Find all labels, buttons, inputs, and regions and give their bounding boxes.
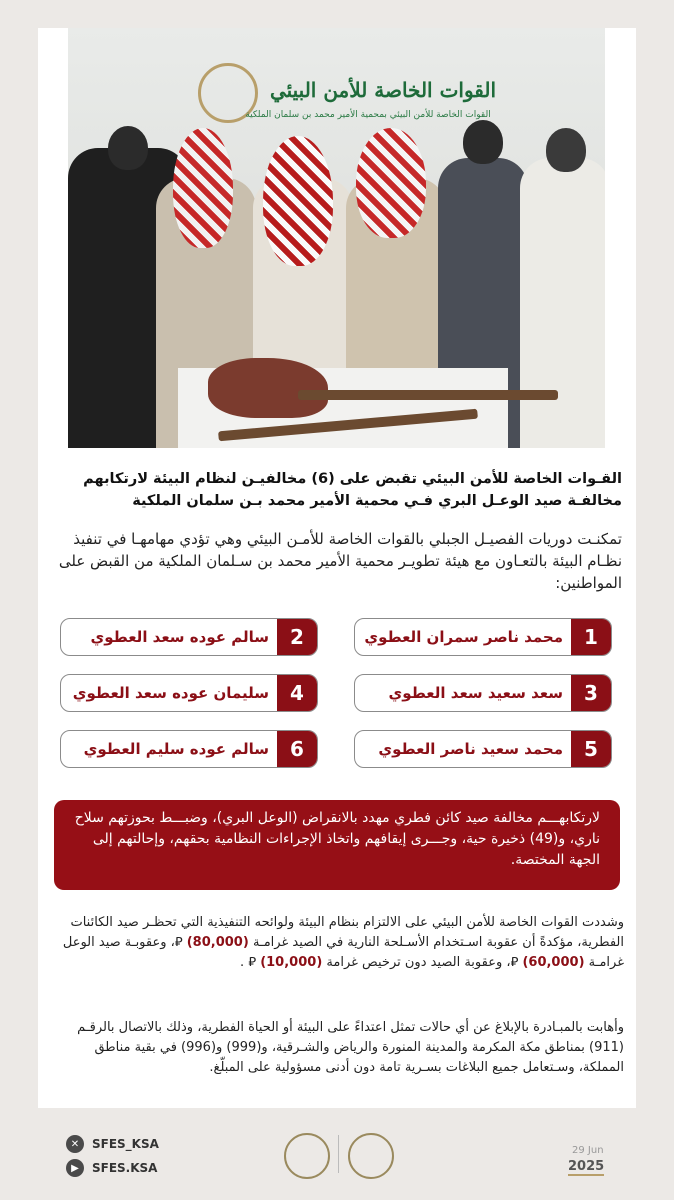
penalties-text: . [240, 955, 249, 970]
post-card [38, 28, 636, 1108]
person-head [463, 120, 503, 164]
name-item [354, 730, 612, 768]
fine-amount: (80,000) [186, 935, 249, 950]
currency-icon: ⃁ [510, 955, 519, 970]
fine-amount: (10,000) [260, 955, 323, 970]
name-item [60, 674, 318, 712]
rifle [298, 390, 558, 400]
headline: القـوات الخاصة للأمن البيئي تقبض على (6) مخالفيـن لنظام البيئة لارتكابهم مخالفـة صيد الوعـل البري فـي محمية الأمير محمد بـن سلمان الملكية [83, 471, 622, 509]
name-number: 3 [571, 675, 611, 711]
names-list [60, 606, 612, 786]
red-shemagh [263, 136, 333, 266]
name-text: سليمان عوده سعد العطوي [72, 684, 269, 702]
ibex-carcass [208, 358, 328, 418]
name-text: سالم عوده سعد العطوي [90, 628, 269, 646]
wall-subtitle: القوات الخاصة للأمن البيئي بمحمية الأمير محمد بن سلمان الملكية [245, 110, 491, 120]
divider [338, 1135, 339, 1173]
penalties-text: وشددت القوات الخاصة للأمن البيئي على الالتزام بنظام البيئة ولوائحه التنفيذية التي تحظـر صيد الكائنات الفطرية، مؤكدةً أن عقوبة اسـتخدام الأسـلحة النارية في الصيد غرامـة [70, 915, 624, 950]
news-photo [68, 28, 605, 448]
name-text: سالم عوده سليم العطوي [83, 740, 269, 758]
wall-title: القوات الخاصة للأمن البيئي [269, 78, 497, 102]
person-head [108, 126, 148, 170]
penalties-text: ، وعقوبـة صيد الوعل غرامـة [62, 935, 624, 970]
red-shemagh [173, 128, 233, 248]
x-link[interactable] [66, 1135, 159, 1153]
name-text: محمد سعيد ناصر العطوي [378, 740, 563, 758]
currency-icon: ⃁ [174, 935, 183, 950]
forces-emblem-icon [284, 1133, 330, 1179]
penalties-paragraph [52, 913, 624, 973]
person-figure [520, 158, 605, 448]
name-item [60, 730, 318, 768]
youtube-icon: ▶ [66, 1159, 84, 1177]
name-item [354, 618, 612, 656]
person-head [546, 128, 586, 172]
name-text: محمد ناصر سمران العطوي [364, 628, 563, 646]
violation-box: لارتكابهـــم مخالفة صيد كائن فطري مهدد بالانقراض (الوعل البري)، وضبـــط بحوزتهم سلاح ناري، و(49) ذخيرة حية، وجـــرى إيقافهم واتخاذ الإجراءات النظامية بحقهم، وإحالتهم إلى الجهة المختصة. [54, 800, 620, 890]
reporting-paragraph: وأهابت بالمبـادرة بالإبلاغ عن أي حالات تمثل اعتداءً على البيئة أو الحياة الفطرية، وذلك بالاتصال بالرقـم (911) بمناطق مكة المكرمة والمدينة المنورة والرياض والشـرقية، و(999) و(996) في بقية مناطق المملكة، وسـتعامل جميع البلاغات بسـرية تامة دون أدنى مسؤولية على المبلّغ. [77, 1020, 624, 1075]
ministry-emblem-icon [348, 1133, 394, 1179]
name-item [354, 674, 612, 712]
intro-paragraph: تمكنـت دوريات الفصيـل الجبلي بالقوات الخاصة للأمـن البيئي وهي تؤدي مهامهـا في تنفيذ نظـام البيئة بالتعـاون مع هيئة تطويـر محمية الأمير محمد بن سـلمان الملكية من القبض على المواطنين: [58, 530, 622, 592]
fine-amount: (60,000) [522, 955, 585, 970]
name-number: 4 [277, 675, 317, 711]
name-number: 2 [277, 619, 317, 655]
youtube-handle: SFES.KSA [92, 1161, 158, 1175]
footer [0, 1115, 674, 1200]
youtube-link[interactable] [66, 1159, 157, 1177]
name-number: 6 [277, 731, 317, 767]
x-icon: ✕ [66, 1135, 84, 1153]
red-shemagh [356, 128, 426, 238]
date-day: 29 Jun [572, 1145, 604, 1156]
name-text: سعد سعيد سعد العطوي [388, 684, 563, 702]
name-item [60, 618, 318, 656]
penalties-text: ، وعقوبة الصيد دون ترخيص غرامة [326, 955, 511, 970]
name-number: 5 [571, 731, 611, 767]
x-handle: SFES_KSA [92, 1137, 159, 1151]
name-number: 1 [571, 619, 611, 655]
currency-icon: ⃁ [248, 955, 257, 970]
date-year: 2025 [568, 1159, 605, 1174]
